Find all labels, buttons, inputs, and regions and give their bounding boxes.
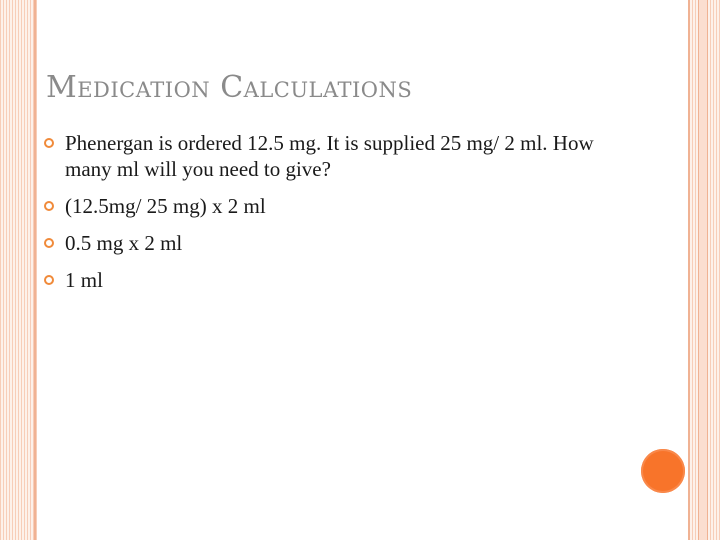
- bullet-list: [44, 130, 604, 304]
- right-inner-bar: [698, 0, 708, 540]
- bullet-item: [44, 130, 604, 182]
- bullet-text: 1 ml: [65, 268, 103, 292]
- bullet-text: 0.5 mg x 2 ml: [65, 231, 183, 255]
- slide-title: Medication Calculations: [46, 70, 413, 105]
- bullet-item: [44, 193, 604, 219]
- bullet-ring-icon: [44, 138, 54, 148]
- left-decorative-stripes: [0, 0, 36, 540]
- bullet-item: [44, 267, 604, 293]
- right-decorative-stripes: [688, 0, 720, 540]
- bullet-ring-icon: [44, 275, 54, 285]
- orange-circle-decoration: [641, 449, 685, 493]
- bullet-item: [44, 230, 604, 256]
- bullet-text: (12.5mg/ 25 mg) x 2 ml: [65, 194, 266, 218]
- bullet-text: Phenergan is ordered 12.5 mg. It is supplied 25 mg/ 2 ml. How many ml will you need to give?: [65, 131, 594, 181]
- bullet-ring-icon: [44, 238, 54, 248]
- bullet-ring-icon: [44, 201, 54, 211]
